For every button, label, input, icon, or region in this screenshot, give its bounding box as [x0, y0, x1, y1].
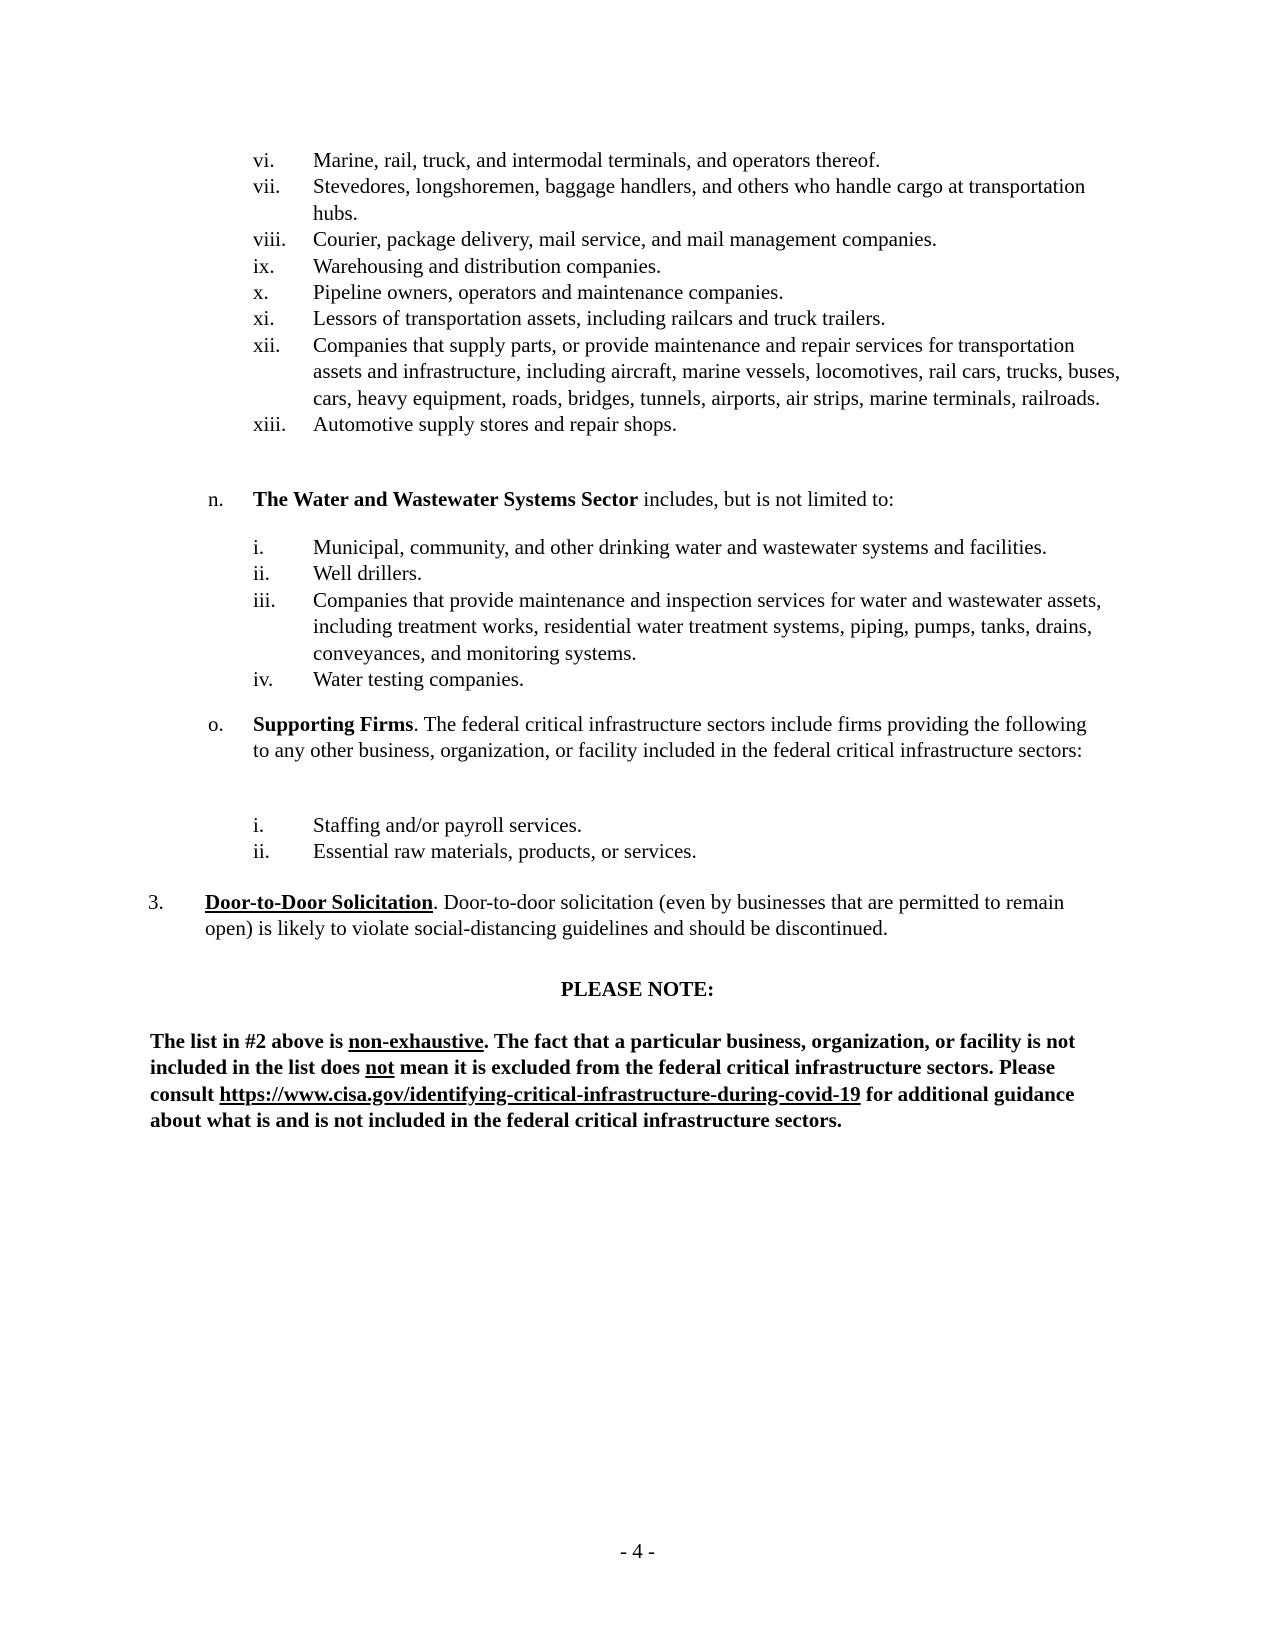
- section-3: [148, 889, 1088, 942]
- list-item-text: Stevedores, longshoremen, baggage handlers, and others who handle cargo at transportation hubs.: [313, 174, 1086, 225]
- list-item: [253, 666, 1123, 692]
- list-item-number: iv.: [253, 667, 274, 692]
- section-body: . Door-to-door solicitation (even by businesses that are permitted to remain open) is likely to violate social-distancing guidelines and should be discontinued.: [205, 890, 1065, 941]
- list-item: [253, 560, 1123, 586]
- section-letter: n.: [208, 487, 224, 511]
- note-text: . The fact that a particular business, organization, or facility is not included in the list does: [150, 1029, 1076, 1080]
- list-item-number: i.: [253, 535, 265, 559]
- list-item-text: Warehousing and distribution companies.: [313, 253, 662, 278]
- note-text: mean it is excluded from the federal critical infrastructure sectors. Please consult: [150, 1055, 1056, 1106]
- list-item-text: Courier, package delivery, mail service, and mail management companies.: [313, 227, 938, 252]
- list-item-number: ii.: [253, 839, 270, 864]
- list-item-text: Pipeline owners, operators and maintenance companies.: [313, 280, 784, 305]
- section-number: 3.: [148, 890, 164, 914]
- water-sector-list: [253, 534, 1123, 692]
- section-o-heading: [208, 711, 1108, 764]
- section-n-heading: [208, 486, 1108, 512]
- list-item-number: xii.: [253, 332, 281, 357]
- list-item-text: Water testing companies.: [313, 667, 525, 692]
- list-item: [253, 305, 1123, 331]
- section-intro: includes, but is not limited to:: [638, 487, 895, 511]
- list-item-number: vi.: [253, 148, 275, 172]
- note-text: The list in #2 above is: [150, 1029, 349, 1053]
- list-item: [253, 587, 1123, 666]
- note-emphasis: not: [365, 1055, 395, 1080]
- list-item-text: Automotive supply stores and repair shops.: [313, 412, 677, 437]
- list-item-text: Essential raw materials, products, or services.: [313, 839, 697, 864]
- section-letter: o.: [208, 712, 224, 736]
- list-item-number: i.: [253, 813, 265, 837]
- cisa-link[interactable]: https://www.cisa.gov/identifying-critical-infrastructure-during-covid-19: [219, 1081, 861, 1106]
- list-item-text: Lessors of transportation assets, including railcars and truck trailers.: [313, 306, 886, 331]
- note-heading: PLEASE NOTE:: [560, 977, 715, 1001]
- list-item-number: ix.: [253, 253, 275, 278]
- list-item-text: Staffing and/or payroll services.: [313, 813, 583, 837]
- supporting-firms-list: [253, 812, 1123, 865]
- note-body: [150, 1028, 1105, 1134]
- list-item-text: Municipal, community, and other drinking water and wastewater systems and facilities.: [313, 535, 1048, 559]
- note-text: for additional guidance about what is and is not included in the federal critical infrastructure sectors.: [150, 1081, 1075, 1133]
- list-item: [253, 332, 1123, 411]
- page-number: - 4 -: [620, 1539, 655, 1563]
- list-item-text: Marine, rail, truck, and intermodal terminals, and operators thereof.: [313, 148, 881, 172]
- list-item-number: iii.: [253, 587, 276, 612]
- list-item: [253, 838, 1123, 864]
- list-item: [253, 411, 1123, 437]
- list-item-number: vii.: [253, 174, 281, 199]
- list-item-text: Companies that provide maintenance and inspection services for water and wastewater assets, including treatment works, residential water treatment systems, piping, pumps, tanks, drains, conveyances, and monitoring systems.: [313, 587, 1102, 665]
- list-item-number: viii.: [253, 227, 287, 252]
- list-item: [253, 173, 1123, 226]
- list-item: [253, 226, 1123, 252]
- section-title: The Water and Wastewater Systems Sector: [253, 487, 639, 511]
- list-item-text: Companies that supply parts, or provide maintenance and repair services for transportation assets and infrastructure, including aircraft, marine vessels, locomotives, rail cars, trucks, buses, cars, heavy equipment, roads, bridges, tunnels, airports, air strips, marine terminals, railroads.: [313, 332, 1121, 410]
- section-title: Supporting Firms: [253, 712, 414, 736]
- list-item-text: Well drillers.: [313, 561, 423, 586]
- list-item: [253, 812, 1123, 838]
- section-title: Door-to-Door Solicitation: [205, 890, 434, 914]
- list-item-number: ii.: [253, 561, 270, 586]
- list-item: [253, 279, 1123, 305]
- list-item: [253, 534, 1123, 560]
- section-intro: . The federal critical infrastructure sectors include firms providing the following to any other business, organization, or facility included in the federal critical infrastructure sectors:: [253, 712, 1087, 763]
- list-item: [253, 147, 1123, 173]
- list-item: [253, 253, 1123, 279]
- list-item-number: xi.: [253, 306, 275, 331]
- list-item-number: xiii.: [253, 412, 287, 437]
- note-emphasis: non-exhaustive: [348, 1029, 484, 1053]
- transportation-list: [253, 147, 1123, 437]
- list-item-number: x.: [253, 280, 269, 305]
